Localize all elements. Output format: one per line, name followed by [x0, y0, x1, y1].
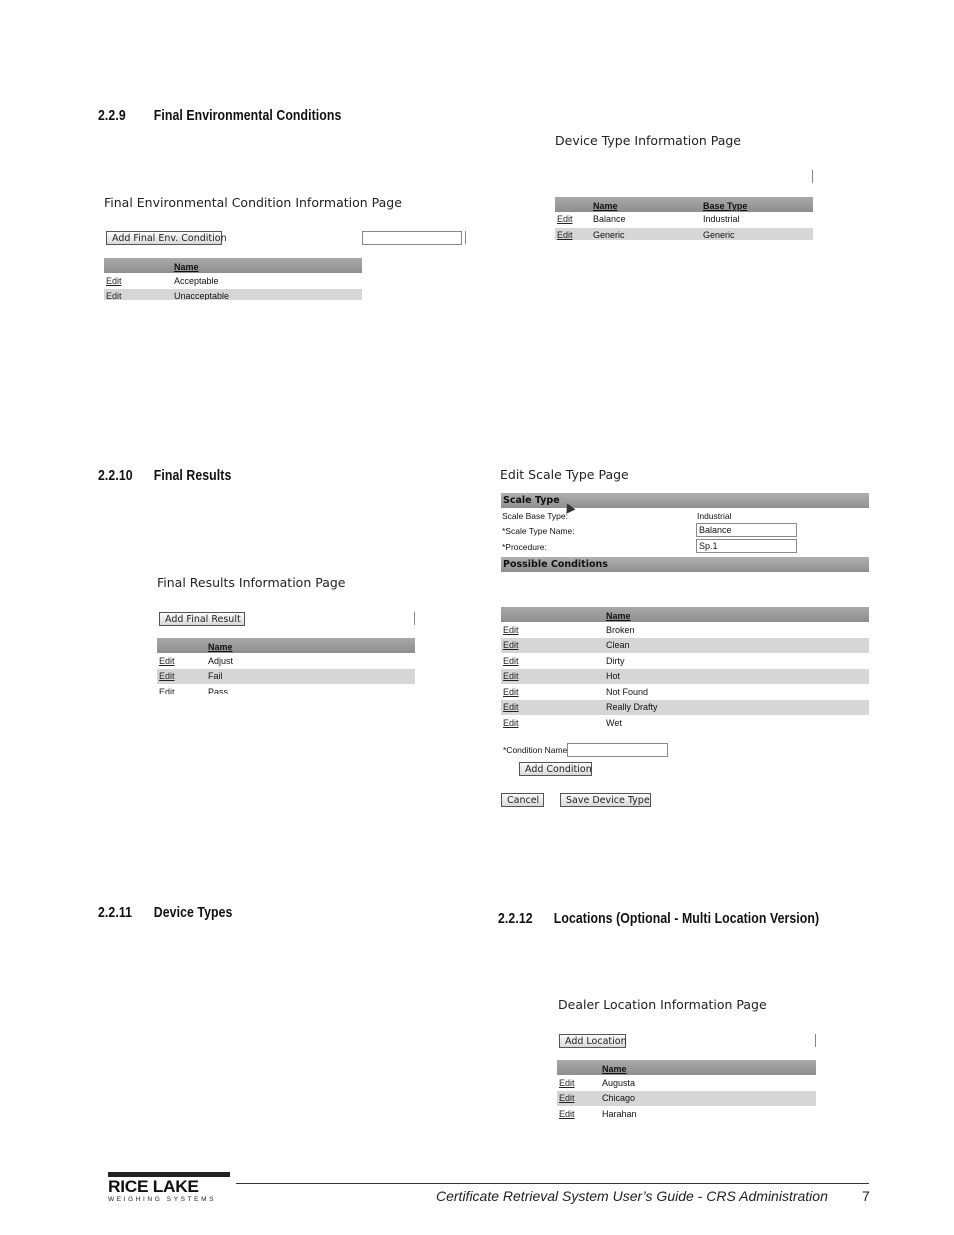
cancel-button[interactable]: Cancel — [501, 793, 544, 807]
row-name: Clean — [606, 640, 630, 650]
column-header-name[interactable]: Name — [208, 642, 233, 652]
divider — [465, 231, 468, 244]
section-number: 2.2.12 — [498, 910, 533, 927]
row-name: Hot — [606, 671, 621, 681]
edit-link[interactable]: Edit — [503, 702, 519, 712]
section-title: Final Environmental Conditions — [153, 107, 342, 124]
column-header-name[interactable]: Name — [606, 611, 631, 621]
env-search-input[interactable] — [362, 231, 462, 245]
edit-link[interactable]: Edit — [557, 230, 573, 240]
divider — [815, 1034, 818, 1047]
section-title: Final Results — [153, 467, 232, 484]
scale-type-name-input[interactable]: Balance — [696, 523, 797, 537]
section-heading-2-2-10 — [98, 467, 231, 484]
conditions-table-header — [501, 607, 869, 622]
edit-scale-page-title: Edit Scale Type Page — [500, 467, 629, 482]
row-name: Wet — [606, 718, 622, 728]
row-name: Harahan — [602, 1109, 637, 1119]
table-row — [501, 669, 869, 684]
divider — [414, 612, 417, 625]
column-header-name[interactable]: Name — [602, 1064, 627, 1074]
device-type-page-title: Device Type Information Page — [555, 133, 741, 148]
row-name: Fail — [208, 671, 223, 681]
save-device-type-button[interactable]: Save Device Type — [560, 793, 651, 807]
edit-link[interactable]: Edit — [159, 687, 175, 694]
row-name: Chicago — [602, 1093, 636, 1103]
edit-link[interactable]: Edit — [503, 687, 519, 697]
add-final-env-condition-button[interactable]: Add Final Env. Condition — [106, 231, 222, 245]
table-row — [501, 716, 869, 731]
row-name: Balance — [593, 214, 626, 224]
row-base-type: Generic — [703, 230, 735, 240]
row-name: Not Found — [606, 687, 649, 697]
procedure-label: *Procedure: — [502, 542, 547, 552]
column-header-base-type[interactable]: Base Type — [703, 201, 748, 211]
row-name: Dirty — [606, 656, 625, 666]
row-name: Augusta — [602, 1078, 636, 1088]
condition-name-label: *Condition Name — [503, 745, 568, 755]
row-name: Unacceptable — [174, 291, 230, 300]
results-table-header — [157, 638, 415, 653]
env-page-title: Final Environmental Condition Information Page — [104, 195, 402, 210]
table-row — [501, 654, 869, 669]
condition-name-input[interactable] — [567, 743, 668, 757]
table-row — [501, 685, 869, 700]
table-row — [501, 638, 869, 653]
edit-link[interactable]: Edit — [559, 1109, 575, 1119]
scale-type-header: Scale Type — [501, 493, 869, 508]
row-name: Adjust — [208, 656, 234, 666]
table-row — [157, 654, 415, 669]
divider — [812, 170, 815, 183]
table-row — [557, 1107, 816, 1122]
edit-link[interactable]: Edit — [503, 718, 519, 728]
section-number: 2.2.10 — [98, 467, 133, 484]
table-row — [501, 700, 869, 715]
table-row — [104, 289, 362, 300]
table-row — [555, 212, 813, 227]
section-heading-2-2-9 — [98, 107, 341, 124]
edit-link[interactable]: Edit — [503, 656, 519, 666]
section-title: Device Types — [153, 904, 233, 921]
scale-type-name-label: *Scale Type Name: — [502, 526, 575, 536]
rice-lake-logo — [108, 1172, 232, 1204]
edit-link[interactable]: Edit — [559, 1093, 575, 1103]
section-heading-2-2-12 — [498, 910, 819, 927]
edit-link[interactable]: Edit — [559, 1078, 575, 1088]
location-table-header — [557, 1060, 816, 1075]
edit-link[interactable]: Edit — [159, 656, 175, 666]
scale-base-type-label: Scale Base Type: — [502, 511, 568, 521]
table-row — [501, 623, 869, 638]
section-heading-2-2-11 — [98, 904, 232, 921]
scale-base-type-value: Industrial — [697, 511, 732, 521]
row-name: Acceptable — [174, 276, 219, 286]
edit-link[interactable]: Edit — [503, 640, 519, 650]
add-condition-button[interactable]: Add Condition — [519, 762, 592, 776]
row-name: Broken — [606, 625, 635, 635]
table-row — [157, 685, 415, 694]
footer-guide-title: Certificate Retrieval System User’s Guide - CRS Administration — [436, 1188, 828, 1204]
edit-link[interactable]: Edit — [557, 214, 573, 224]
logo-text: RICE LAKE — [108, 1177, 199, 1196]
row-name: Generic — [593, 230, 625, 240]
device-type-table-header — [555, 197, 813, 212]
edit-link[interactable]: Edit — [503, 625, 519, 635]
page-number: 7 — [862, 1188, 870, 1204]
row-name: Really Drafty — [606, 702, 658, 712]
section-number: 2.2.11 — [98, 904, 133, 921]
edit-link[interactable]: Edit — [503, 671, 519, 681]
edit-link[interactable]: Edit — [159, 671, 175, 681]
logo-subtext: WEIGHING SYSTEMS — [108, 1196, 217, 1203]
table-row — [557, 1091, 816, 1106]
row-base-type: Industrial — [703, 214, 740, 224]
add-location-button[interactable]: Add Location — [559, 1034, 626, 1048]
column-header-name[interactable]: Name — [593, 201, 618, 211]
footer-rule — [236, 1183, 869, 1184]
possible-conditions-header: Possible Conditions — [501, 557, 869, 572]
table-row — [104, 274, 362, 289]
row-name: Pass — [208, 687, 229, 694]
table-row — [557, 1076, 816, 1091]
add-final-result-button[interactable]: Add Final Result — [159, 612, 245, 626]
env-table-header — [104, 258, 362, 273]
table-row — [157, 669, 415, 684]
edit-link[interactable]: Edit — [106, 291, 122, 300]
column-header-name[interactable]: Name — [174, 262, 199, 272]
procedure-input[interactable]: Sp.1 — [696, 539, 797, 553]
section-title: Locations (Optional - Multi Location Version) — [553, 910, 820, 927]
section-number: 2.2.9 — [98, 107, 126, 124]
results-page-title: Final Results Information Page — [157, 575, 346, 590]
edit-link[interactable]: Edit — [106, 276, 122, 286]
table-row — [555, 228, 813, 240]
location-page-title: Dealer Location Information Page — [558, 997, 767, 1012]
